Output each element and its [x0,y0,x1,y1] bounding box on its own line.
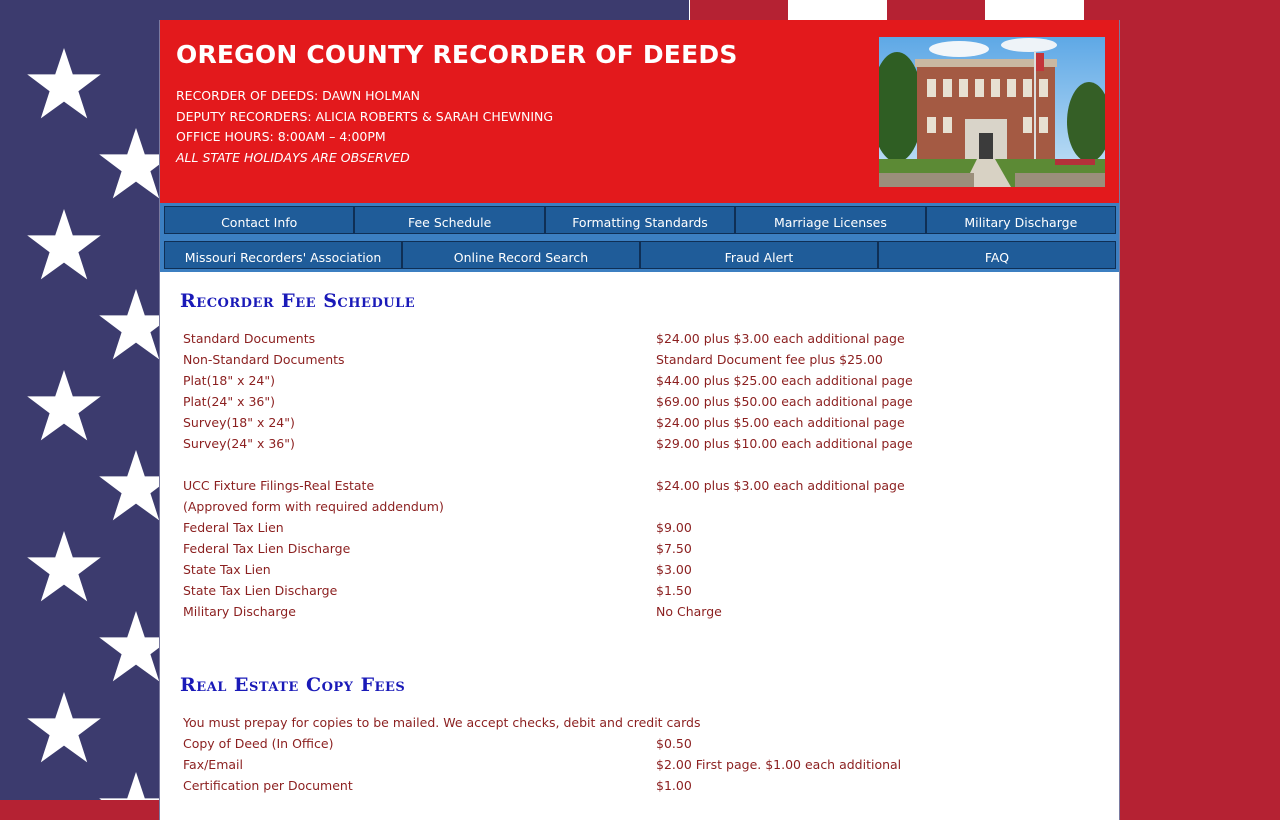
star-icon [24,366,104,446]
copy-fees-table [180,733,1099,796]
main-content [160,272,1119,796]
site-title: OREGON COUNTY RECORDER OF DEEDS [176,40,738,69]
fee-amount: $24.00 plus $3.00 each additional page [656,478,905,493]
fee-label: Military Discharge [183,604,296,619]
fee-row [180,349,1099,370]
fee-amount: $1.50 [656,583,692,598]
fee-amount: $7.50 [656,541,692,556]
fee-row [180,601,1099,622]
fee-row [180,412,1099,433]
holiday-note: ALL STATE HOLIDAYS ARE OBSERVED [176,149,410,165]
star-icon [24,44,104,124]
nav-marriage-licenses[interactable]: Marriage Licenses [735,206,925,234]
fee-label: Fax/Email [183,757,243,772]
fee-amount: $24.00 plus $3.00 each additional page [656,331,905,346]
copy-fees-heading: Real Estate Copy Fees [180,674,406,696]
fee-label: Survey(24" x 36") [183,436,295,451]
fee-row [180,580,1099,601]
fee-row [180,391,1099,412]
fee-label: Plat(24" x 36") [183,394,275,409]
fee-row [180,733,1099,754]
fee-row [180,328,1099,349]
fee-amount: No Charge [656,604,722,619]
prepay-note: You must prepay for copies to be mailed. We accept checks, debit and credit cards [183,715,701,730]
fee-schedule-table [180,328,1099,622]
fee-row [180,370,1099,391]
fee-amount: Standard Document fee plus $25.00 [656,352,883,367]
fee-label: Survey(18" x 24") [183,415,295,430]
page-container [159,20,1120,820]
site-header [160,20,1119,203]
recorder-name: RECORDER OF DEEDS: DAWN HOLMAN [176,88,421,103]
deputy-recorders: DEPUTY RECORDERS: ALICIA ROBERTS & SARAH CHEWNING [176,108,554,124]
fee-amount: $0.50 [656,736,692,751]
fee-schedule-heading: Recorder Fee Schedule [180,290,416,312]
fee-label [180,454,653,475]
fee-label: Federal Tax Lien [183,520,284,535]
office-hours: OFFICE HOURS: 8:00AM – 4:00PM [176,129,386,144]
star-icon [24,527,104,607]
star-icon [96,124,160,204]
fee-amount: $44.00 plus $25.00 each additional page [656,373,913,388]
main-nav [160,203,1119,272]
fee-amount: $69.00 plus $50.00 each additional page [656,394,913,409]
nav-military-discharge[interactable]: Military Discharge [926,206,1116,234]
nav-row-primary [164,206,1116,234]
star-icon [96,768,160,800]
fee-label: State Tax Lien [183,562,271,577]
fee-amount [653,454,1099,475]
fee-label: Non-Standard Documents [183,352,345,367]
fee-label: Certification per Document [183,778,353,793]
fee-row [180,454,1099,475]
fee-label: State Tax Lien Discharge [183,583,338,598]
courthouse-photo [879,37,1105,187]
nav-faq[interactable]: FAQ [878,241,1116,269]
fee-label: Plat(18" x 24") [183,373,275,388]
fee-row [180,475,1099,496]
fee-label: (Approved form with required addendum) [183,499,444,514]
fee-row [180,538,1099,559]
star-icon [24,205,104,285]
nav-fee-schedule[interactable]: Fee Schedule [354,206,544,234]
fee-row [180,775,1099,796]
nav-missouri-recorders-association[interactable]: Missouri Recorders' Association [164,241,402,269]
fee-amount: $9.00 [656,520,692,535]
nav-online-record-search[interactable]: Online Record Search [402,241,640,269]
star-icon [96,446,160,526]
fee-amount: $3.00 [656,562,692,577]
fee-amount: $24.00 plus $5.00 each additional page [656,415,905,430]
fee-amount [653,496,1099,517]
fee-amount: $29.00 plus $10.00 each additional page [656,436,913,451]
nav-formatting-standards[interactable]: Formatting Standards [545,206,735,234]
flag-stripe [1182,0,1280,800]
star-icon [96,285,160,365]
fee-row [180,496,1099,517]
fee-label: Federal Tax Lien Discharge [183,541,351,556]
nav-fraud-alert[interactable]: Fraud Alert [640,241,878,269]
fee-label: Copy of Deed (In Office) [183,736,334,751]
fee-amount: $2.00 First page. $1.00 each additional [656,757,902,772]
fee-row [180,559,1099,580]
nav-row-secondary [164,241,1116,269]
fee-label: Standard Documents [183,331,316,346]
fee-row [180,517,1099,538]
star-icon [96,607,160,687]
fee-row [180,433,1099,454]
star-icon [24,688,104,768]
flag-stars [0,0,160,800]
fee-label: UCC Fixture Filings-Real Estate [183,478,375,493]
fee-row [180,754,1099,775]
fee-amount: $1.00 [656,778,692,793]
nav-contact-info[interactable]: Contact Info [164,206,354,234]
